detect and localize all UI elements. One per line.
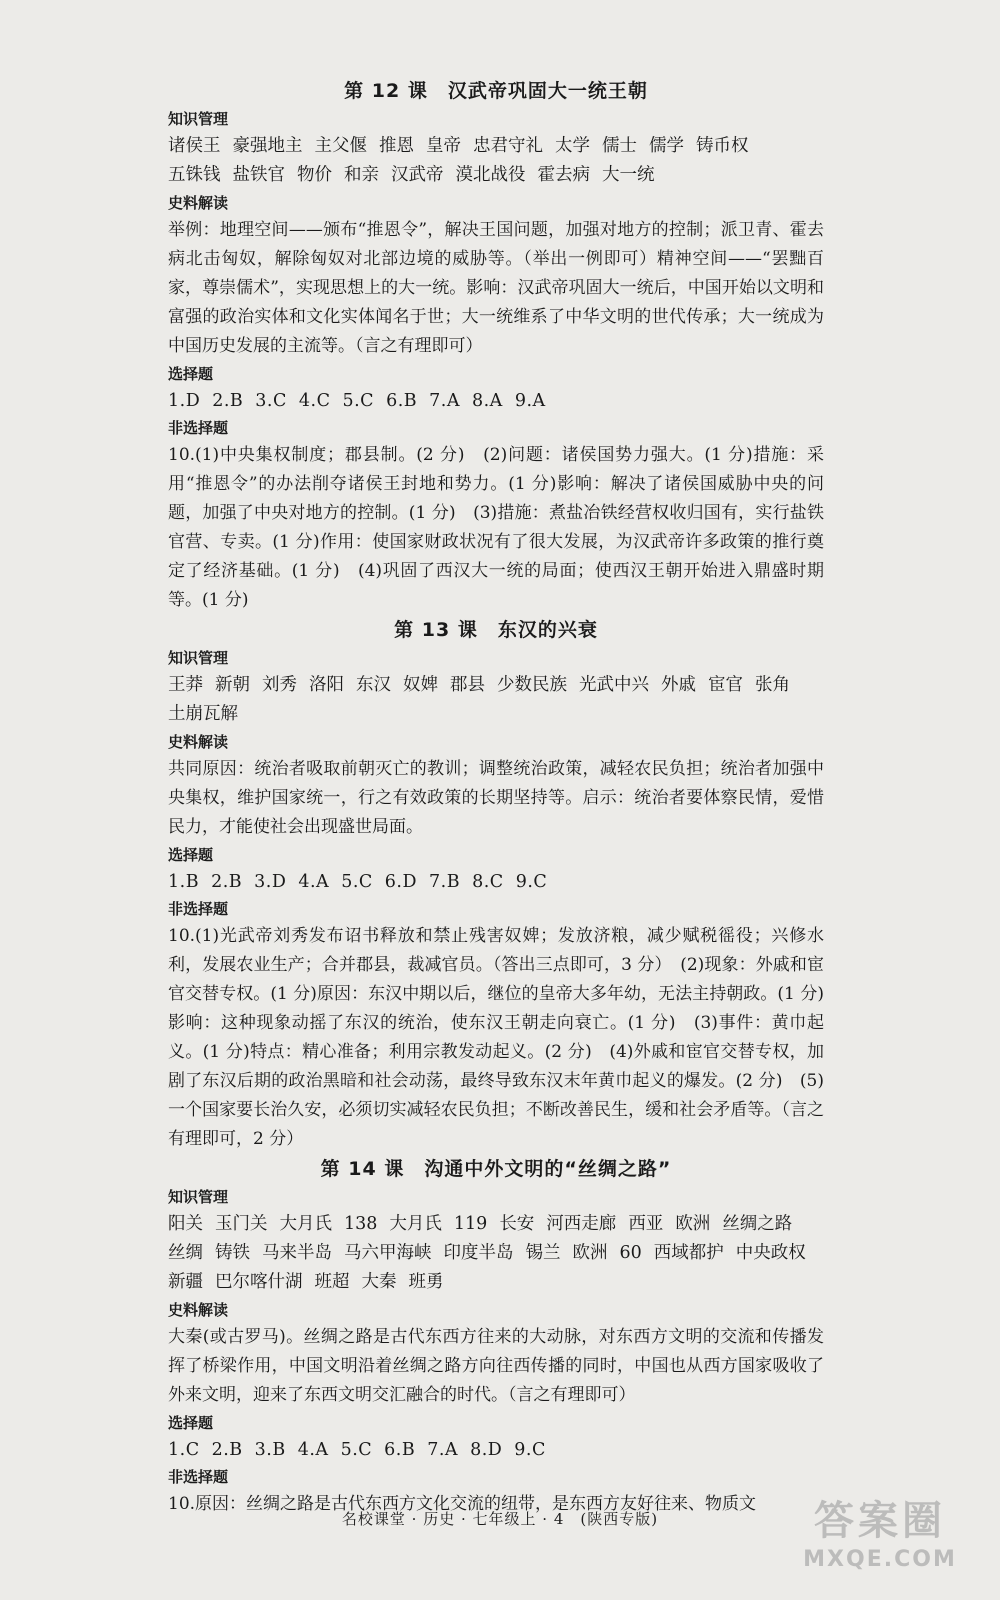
choice-answer: 8.D xyxy=(470,1440,503,1460)
knowledge-term: 张角 xyxy=(755,675,790,695)
knowledge-term: 西亚 xyxy=(628,1214,664,1234)
section-material-head: 史料解读 xyxy=(168,733,229,751)
knowledge-term: 太学 xyxy=(555,136,590,156)
choice-answer: 5.C xyxy=(342,391,375,411)
lesson-title: 第 13 课 东汉的兴衰 xyxy=(394,619,598,641)
knowledge-term: 铸铁 xyxy=(215,1243,250,1263)
choice-answer: 7.A xyxy=(427,1440,459,1460)
knowledge-term: 儒士 xyxy=(602,136,637,156)
choice-answer: 2.B xyxy=(211,872,243,892)
section-choice-head: 选择题 xyxy=(168,365,214,383)
section-material-head: 史料解读 xyxy=(168,1301,229,1319)
choice-answers xyxy=(168,387,824,415)
knowledge-term: 大一统 xyxy=(602,165,655,185)
section-material-head: 史料解读 xyxy=(168,194,229,212)
choice-answer: 2.B xyxy=(212,391,244,411)
lesson-12 xyxy=(168,76,824,615)
knowledge-term: 阳关 xyxy=(168,1214,203,1234)
knowledge-term: 盐铁官 xyxy=(232,165,285,185)
knowledge-terms xyxy=(168,1210,824,1297)
knowledge-term: 新疆 xyxy=(168,1272,203,1292)
choice-answer: 8.C xyxy=(472,872,504,892)
knowledge-term: 119 xyxy=(453,1214,488,1234)
nonchoice-text: 10.(1)光武帝刘秀发布诏书释放和禁止残害奴婢；发放济粮，减少赋税徭役；兴修水利，发展农业生产；合并郡县，裁减官员。（答出三点即可，3 分） (2)现象：外戚和宦官交替专权。(1 分)原因：东汉中期以后，继位的皇帝大多年幼，无法主持朝政。(1 分)影响：这种现象动摇了东汉的统治，使东汉王朝走向衰亡。(1 分) (3)事件：黄巾起义。(1 分)特点：精心准备；利用宗教发动起义。(2 分) (4)外戚和宦官交替专权，加剧了东汉后期的政治黑暗和社会动荡，最终导致东汉末年黄巾起义的爆发。(2 分) (5)一个国家要长治久安，必须切实减轻农民负担；不断改善民生，缓和社会矛盾等。（言之有理即可，2 分） xyxy=(168,926,824,1149)
knowledge-term: 少数民族 xyxy=(497,675,567,695)
knowledge-term: 马来半岛 xyxy=(262,1243,332,1263)
knowledge-term: 郡县 xyxy=(450,675,485,695)
knowledge-term: 大月氏 xyxy=(279,1214,332,1234)
choice-answer: 4.C xyxy=(298,391,331,411)
knowledge-term: 刘秀 xyxy=(262,675,297,695)
lesson-14 xyxy=(168,1154,824,1519)
watermark-logo xyxy=(790,1495,970,1585)
knowledge-term: 东汉 xyxy=(356,675,391,695)
knowledge-term: 五铢钱 xyxy=(168,165,221,185)
knowledge-term: 新朝 xyxy=(215,675,250,695)
choice-answer: 3.B xyxy=(254,1440,286,1460)
choice-answers xyxy=(168,1436,824,1464)
knowledge-term: 外戚 xyxy=(661,675,696,695)
page-footer: 名校课堂 · 历史 · 七年级上 · 4 (陕西专版) xyxy=(341,1510,659,1528)
choice-answers xyxy=(168,868,824,896)
knowledge-term: 忠君守礼 xyxy=(473,136,543,156)
section-knowledge-head: 知识管理 xyxy=(168,110,229,128)
knowledge-term: 巴尔喀什湖 xyxy=(215,1272,303,1292)
knowledge-term: 大月氏 xyxy=(389,1214,442,1234)
knowledge-term: 中央政权 xyxy=(735,1243,806,1263)
choice-answer: 1.C xyxy=(168,1440,200,1460)
choice-answer: 8.A xyxy=(471,391,503,411)
knowledge-term: 主父偃 xyxy=(314,136,367,156)
choice-answer: 2.B xyxy=(211,1440,243,1460)
section-nonchoice-head: 非选择题 xyxy=(168,1468,229,1486)
knowledge-term: 138 xyxy=(344,1214,378,1234)
knowledge-term: 丝绸 xyxy=(168,1243,203,1263)
choice-answer: 4.A xyxy=(298,872,330,892)
knowledge-term: 欧洲 xyxy=(572,1243,608,1263)
knowledge-term: 大秦 xyxy=(361,1272,397,1292)
knowledge-term: 豪强地主 xyxy=(232,136,303,156)
knowledge-term: 汉武帝 xyxy=(391,165,444,185)
choice-answer: 7.B xyxy=(429,872,461,892)
section-knowledge-head: 知识管理 xyxy=(168,1188,229,1206)
knowledge-term: 物价 xyxy=(297,165,332,185)
section-nonchoice-head: 非选择题 xyxy=(168,900,229,918)
knowledge-term: 西域都护 xyxy=(653,1243,724,1263)
section-choice-head: 选择题 xyxy=(168,846,214,864)
nonchoice-text: 10.原因：丝绸之路是古代东西方文化交流的纽带，是东西方友好往来、物质文 xyxy=(168,1494,757,1514)
knowledge-term: 漠北战役 xyxy=(455,165,526,185)
knowledge-term: 印度半岛 xyxy=(443,1243,514,1263)
knowledge-term: 推恩 xyxy=(379,136,414,156)
knowledge-terms xyxy=(168,132,824,190)
material-text: 大秦(或古罗马)。丝绸之路是古代东西方往来的大动脉，对东西方文明的交流和传播发挥了桥梁作用，中国文明沿着丝绸之路方向往西传播的同时，中国也从西方国家吸收了外来文明，迎来了东西文明交汇融合的时代。（言之有理即可） xyxy=(168,1327,824,1405)
choice-answer: 6.B xyxy=(386,391,418,411)
knowledge-term: 60 xyxy=(619,1243,642,1263)
knowledge-term: 班勇 xyxy=(408,1272,444,1292)
choice-answer: 6.B xyxy=(384,1440,416,1460)
knowledge-term: 欧洲 xyxy=(675,1214,711,1234)
knowledge-term: 奴婢 xyxy=(403,675,438,695)
knowledge-term: 诸侯王 xyxy=(168,136,221,156)
knowledge-term: 光武中兴 xyxy=(579,675,649,695)
knowledge-term: 王莽 xyxy=(168,675,203,695)
section-knowledge-head: 知识管理 xyxy=(168,649,229,667)
lesson-title: 第 12 课 汉武帝巩固大一统王朝 xyxy=(344,80,648,102)
choice-answer: 9.A xyxy=(514,391,546,411)
choice-answer: 9.C xyxy=(514,1440,546,1460)
knowledge-term: 霍去病 xyxy=(537,165,590,185)
knowledge-term: 班超 xyxy=(314,1272,350,1292)
choice-answer: 7.A xyxy=(429,391,460,411)
watermark-text: 答案圈 xyxy=(814,1498,946,1544)
choice-answer: 3.D xyxy=(254,872,287,892)
knowledge-term: 马六甲海峡 xyxy=(344,1243,432,1263)
knowledge-term: 铸币权 xyxy=(696,136,749,156)
knowledge-term: 河西走廊 xyxy=(546,1214,617,1234)
choice-answer: 3.C xyxy=(255,391,287,411)
knowledge-term: 和亲 xyxy=(344,165,379,185)
watermark-url: MXQE.COM xyxy=(803,1547,957,1572)
material-text: 共同原因：统治者吸取前朝灭亡的教训；调整统治政策，减轻农民负担；统治者加强中央集权，维护国家统一，行之有效政策的长期坚持等。启示：统治者要体察民情，爱惜民力，才能使社会出现盛世局面。 xyxy=(168,759,824,837)
knowledge-term: 丝绸之路 xyxy=(722,1214,793,1234)
knowledge-term: 玉门关 xyxy=(215,1214,268,1234)
knowledge-terms xyxy=(168,671,824,729)
section-nonchoice-head: 非选择题 xyxy=(168,419,229,437)
knowledge-term: 洛阳 xyxy=(309,675,344,695)
material-text: 举例：地理空间——颁布“推恩令”，解决王国问题，加强对地方的控制；派卫青、霍去病北击匈奴，解除匈奴对北部边境的威胁等。（举出一例即可）精神空间——“罢黜百家，尊崇儒术”，实现思想上的大一统。影响：汉武帝巩固大一统后，中国开始以文明和富强的政治实体和文化实体闻名于世；大一统维系了中华文明的世代传承；大一统成为中国历史发展的主流等。（言之有理即可） xyxy=(168,220,824,356)
knowledge-term: 儒学 xyxy=(649,136,684,156)
choice-answer: 5.C xyxy=(341,872,373,892)
choice-answer: 9.C xyxy=(515,872,548,892)
choice-answer: 1.B xyxy=(168,872,200,892)
lesson-13 xyxy=(168,615,824,1154)
choice-answer: 1.D xyxy=(168,391,201,411)
choice-answer: 5.C xyxy=(340,1440,373,1460)
lesson-title: 第 14 课 沟通中外文明的“丝绸之路” xyxy=(320,1158,672,1180)
knowledge-term: 土崩瓦解 xyxy=(168,704,238,724)
choice-answer: 6.D xyxy=(384,872,418,892)
section-choice-head: 选择题 xyxy=(168,1414,214,1432)
knowledge-term: 宦官 xyxy=(708,675,743,695)
nonchoice-text: 10.(1)中央集权制度；郡县制。(2 分) (2)问题：诸侯国势力强大。(1 分)措施：采用“推恩令”的办法削夺诸侯王封地和势力。(1 分)影响：解决了诸侯国威胁中央的问题，加强了中央对地方的控制。(1 分) (3)措施：煮盐冶铁经营权收归国有，实行盐铁官营、专卖。(1 分)作用：使国家财政状况有了很大发展，为汉武帝许多政策的推行奠定了经济基础。(1 分) (4)巩固了西汉大一统的局面；使西汉王朝开始进入鼎盛时期等。(1 分) xyxy=(168,445,824,610)
knowledge-term: 长安 xyxy=(499,1214,535,1234)
knowledge-term: 皇帝 xyxy=(426,136,461,156)
knowledge-term: 锡兰 xyxy=(525,1243,561,1263)
choice-answer: 4.A xyxy=(297,1440,329,1460)
